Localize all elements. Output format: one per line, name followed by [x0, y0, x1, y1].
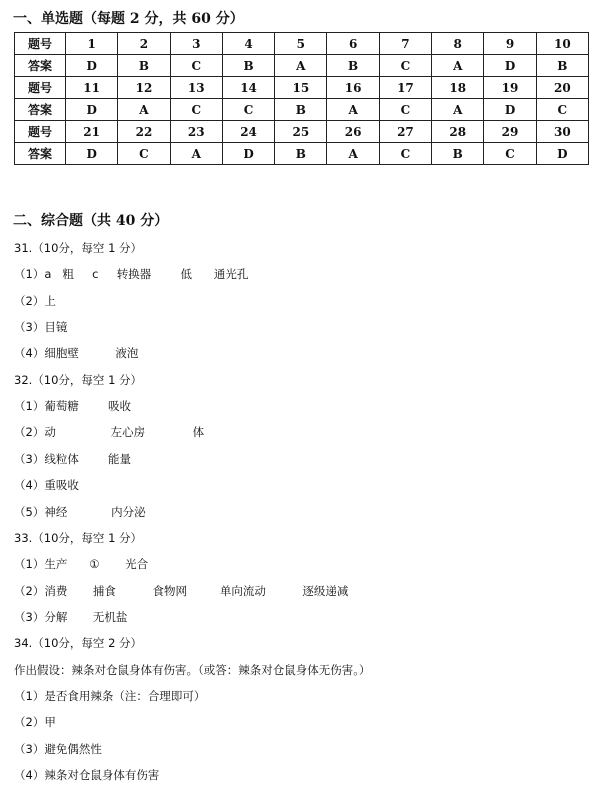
table-cell: 2	[118, 33, 170, 55]
answer-line: 33.（10分，每空 1 分）	[14, 530, 143, 545]
row-label: 答案	[15, 99, 66, 121]
table-cell: 21	[66, 121, 118, 143]
table-cell: B	[275, 99, 327, 121]
answer-line: （3）目镜	[14, 320, 68, 335]
table-cell: B	[536, 55, 588, 77]
answer-line: 31.（10分，每空 1 分）	[14, 241, 143, 255]
table-cell: 5	[275, 33, 327, 55]
table-cell: B	[327, 55, 379, 77]
table-cell: A	[327, 99, 379, 121]
answer-line: （4）细胞壁 液泡	[14, 346, 139, 361]
table-cell: 1	[66, 33, 118, 55]
answer-line: （1）是否食用辣条（注：合理即可）	[14, 688, 206, 703]
table-cell: A	[327, 143, 379, 165]
table-cell: 18	[432, 77, 484, 99]
table-cell: 13	[170, 77, 222, 99]
table-cell: C	[379, 55, 431, 77]
table-cell: 11	[66, 77, 118, 99]
table-cell: 19	[484, 77, 536, 99]
answer-line: （2）上	[14, 293, 56, 308]
row-label: 题号	[15, 33, 66, 55]
table-cell: 17	[379, 77, 431, 99]
table-cell: D	[66, 99, 118, 121]
answer-line: （2）甲	[14, 715, 56, 730]
table-cell: 3	[170, 33, 222, 55]
section1-title: 一、单选题（每题 2 分，共 60 分）	[13, 11, 244, 27]
table-row	[15, 33, 589, 55]
answer-line: 32.（10分，每空 1 分）	[14, 372, 143, 387]
table-cell: 29	[484, 121, 536, 143]
table-cell: C	[118, 143, 170, 165]
table-cell: 15	[275, 77, 327, 99]
table-cell: 6	[327, 33, 379, 55]
table-cell: B	[275, 143, 327, 165]
table-cell: 27	[379, 121, 431, 143]
table-cell: C	[170, 55, 222, 77]
table-cell: D	[484, 99, 536, 121]
table-cell: C	[170, 99, 222, 121]
table-cell: A	[432, 99, 484, 121]
table-cell: D	[222, 143, 274, 165]
answer-line: （4）重吸收	[14, 478, 79, 493]
table-cell: C	[379, 143, 431, 165]
table-row	[15, 77, 589, 99]
section2-title: 二、综合题（共 40 分）	[13, 213, 169, 229]
table-cell: A	[432, 55, 484, 77]
table-cell: B	[432, 143, 484, 165]
table-cell: C	[484, 143, 536, 165]
table-cell: C	[536, 99, 588, 121]
table-cell: B	[222, 55, 274, 77]
table-cell: D	[66, 55, 118, 77]
table-cell: 28	[432, 121, 484, 143]
table-cell: 4	[222, 33, 274, 55]
table-cell: C	[222, 99, 274, 121]
answer-line: 34.（10分，每空 2 分）	[14, 636, 143, 651]
table-cell: D	[484, 55, 536, 77]
table-row	[15, 121, 589, 143]
row-label: 答案	[15, 143, 66, 165]
table-cell: 25	[275, 121, 327, 143]
table-cell: 26	[327, 121, 379, 143]
answer-line: （1）a 粗 c 转换器 低 通光孔	[14, 267, 249, 282]
answer-line: （2）消费 捕食 食物网 单向流动 逐级递减	[14, 583, 349, 598]
answer-line: （3）避免偶然性	[14, 741, 102, 756]
answer-line: 作出假设：辣条对仓鼠身体有伤害。（或答：辣条对仓鼠身体无伤害。）	[14, 662, 371, 677]
row-label: 题号	[15, 77, 66, 99]
table-cell: 12	[118, 77, 170, 99]
table-cell: 30	[536, 121, 588, 143]
table-row	[15, 55, 589, 77]
row-label: 答案	[15, 55, 66, 77]
table-cell: 16	[327, 77, 379, 99]
table-cell: 23	[170, 121, 222, 143]
table-cell: A	[170, 143, 222, 165]
row-label: 题号	[15, 121, 66, 143]
table-cell: 8	[432, 33, 484, 55]
answer-line: （1）葡萄糖 吸收	[14, 399, 132, 414]
table-cell: A	[118, 99, 170, 121]
table-cell: 7	[379, 33, 431, 55]
table-cell: 10	[536, 33, 588, 55]
table-cell: 20	[536, 77, 588, 99]
table-row	[15, 143, 589, 165]
table-cell: 9	[484, 33, 536, 55]
table-cell: D	[66, 143, 118, 165]
answer-line: （3）分解 无机盐	[14, 609, 128, 624]
table-cell: 22	[118, 121, 170, 143]
table-cell: A	[275, 55, 327, 77]
answer-line: （1）生产 ① 光合	[14, 557, 149, 572]
answer-line: （2）动 左心房 体	[14, 425, 205, 440]
table-cell: C	[379, 99, 431, 121]
table-cell: 24	[222, 121, 274, 143]
answer-line: （3）线粒体 能量	[14, 451, 132, 466]
table-cell: 14	[222, 77, 274, 99]
answer-line: （4）辣条对仓鼠身体有伤害	[14, 768, 160, 782]
answer-line: （5）神经 内分泌	[14, 504, 146, 519]
table-row	[15, 99, 589, 121]
table-cell: B	[118, 55, 170, 77]
table-cell: D	[536, 143, 588, 165]
answer-table	[14, 32, 589, 165]
